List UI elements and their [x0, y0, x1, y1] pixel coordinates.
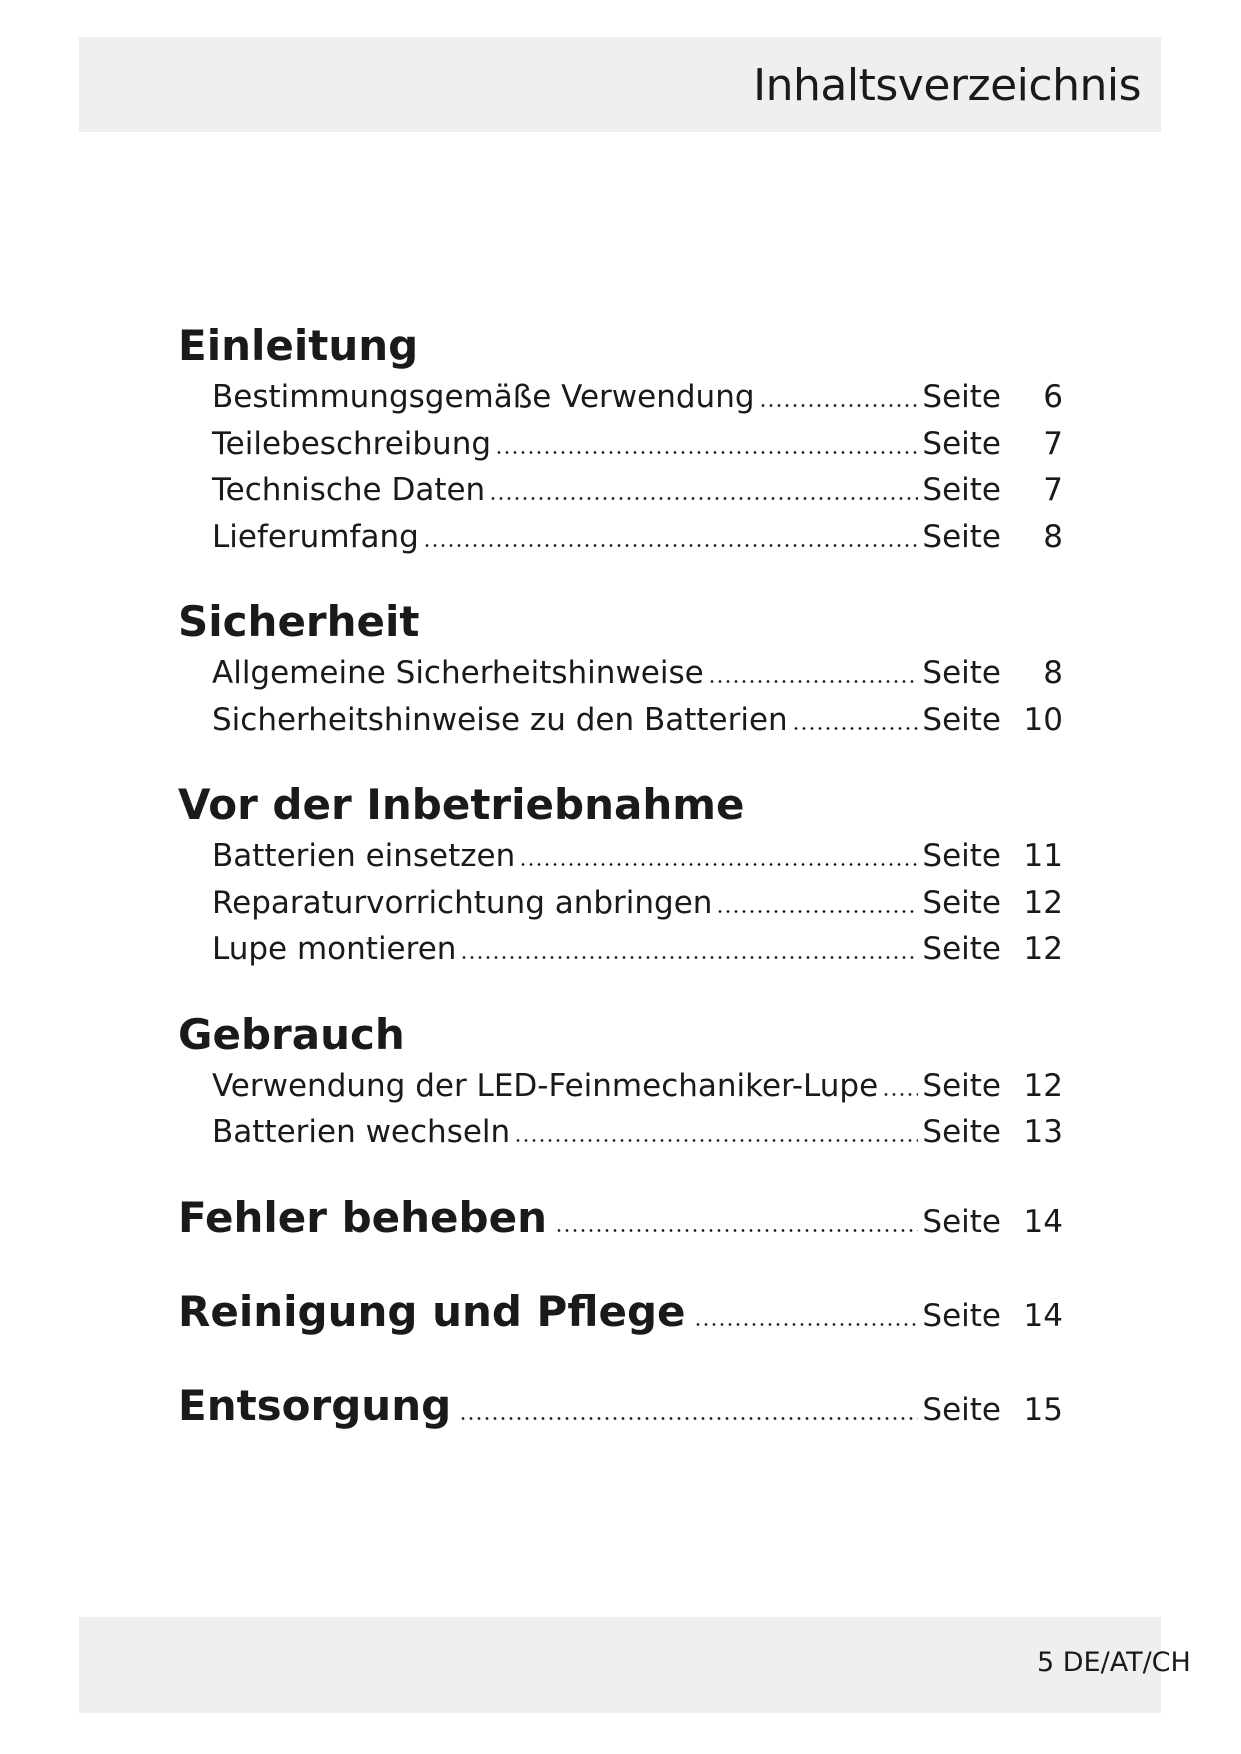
page-label: Seite — [922, 655, 1001, 691]
page-number: 14 — [1023, 1203, 1063, 1240]
entry-title: Technische Daten — [212, 472, 486, 508]
entry-title: Teilebeschreibung — [212, 425, 492, 462]
page-number: 14 — [1023, 1297, 1063, 1334]
dot-leader — [460, 956, 918, 959]
page-number: 8 — [1043, 518, 1063, 555]
dot-leader — [759, 404, 919, 407]
page-number: 10 — [1023, 701, 1063, 738]
page-title: Inhaltsverzeichnis — [753, 60, 1141, 111]
section-heading: Entsorgung — [178, 1380, 452, 1430]
page-number: 12 — [1023, 931, 1063, 967]
dot-leader — [882, 1093, 918, 1096]
page-label: Seite — [922, 1114, 1001, 1150]
page-number: 11 — [1023, 838, 1063, 874]
page-label: Seite — [922, 425, 1001, 462]
section-heading: Reinigung und Pflege — [178, 1286, 686, 1336]
toc-entry[interactable] — [212, 1063, 1063, 1110]
toc-entry[interactable] — [212, 1109, 1063, 1156]
toc-entry[interactable] — [212, 421, 1063, 468]
section-heading: Einleitung — [178, 321, 419, 370]
dot-leader — [489, 497, 918, 500]
page-label: Seite — [922, 518, 1001, 555]
dot-leader — [694, 1323, 919, 1326]
page-label: Seite — [922, 379, 1001, 415]
toc-section-einleitung — [178, 318, 1063, 560]
entry-title: Verwendung der LED-Feinmechaniker-Lupe — [212, 1067, 879, 1104]
toc-entry[interactable] — [212, 514, 1063, 561]
toc-entry[interactable] — [212, 926, 1063, 973]
toc-entry[interactable] — [212, 374, 1063, 421]
page-label: Seite — [922, 1391, 1001, 1428]
dot-leader — [792, 727, 919, 730]
section-heading: Vor der Inbetriebnahme — [178, 780, 745, 829]
dot-leader — [459, 1417, 918, 1420]
dot-leader — [555, 1229, 918, 1232]
page-number: 15 — [1023, 1391, 1063, 1428]
toc-entry[interactable] — [212, 880, 1063, 927]
page-label: Seite — [922, 838, 1001, 874]
page-number: 12 — [1023, 1067, 1063, 1104]
entry-title: Bestimmungsgemäße Verwendung — [212, 379, 755, 415]
dot-leader — [514, 1139, 918, 1142]
footer-page-label: 5 DE/AT/CH — [1037, 1647, 1191, 1678]
page-number: 12 — [1023, 884, 1063, 921]
toc-entry[interactable] — [212, 697, 1063, 744]
toc-entry-fehler-beheben[interactable] — [178, 1190, 1063, 1246]
page-number: 6 — [1043, 379, 1063, 415]
table-of-contents — [178, 318, 1063, 1472]
dot-leader — [423, 544, 919, 547]
toc-entry[interactable] — [212, 833, 1063, 880]
dot-leader — [708, 680, 919, 683]
page-number: 8 — [1043, 655, 1063, 691]
page-label: Seite — [922, 1067, 1001, 1104]
toc-section-sicherheit — [178, 594, 1063, 743]
entry-title: Sicherheitshinweise zu den Batterien — [212, 701, 788, 738]
toc-section-inbetriebnahme — [178, 777, 1063, 973]
entry-title: Lupe montieren — [212, 931, 457, 967]
dot-leader — [716, 910, 918, 913]
page-number: 7 — [1043, 472, 1063, 508]
footer-band — [79, 1617, 1191, 1713]
entry-title: Lieferumfang — [212, 518, 419, 555]
page-label: Seite — [922, 472, 1001, 508]
section-heading: Sicherheit — [178, 597, 420, 646]
toc-section-gebrauch — [178, 1007, 1063, 1156]
toc-entry-entsorgung[interactable] — [178, 1378, 1063, 1434]
entry-title: Batterien einsetzen — [212, 838, 516, 874]
page-number: 7 — [1043, 425, 1063, 462]
page-label: Seite — [922, 701, 1001, 738]
dot-leader — [495, 451, 918, 454]
entry-title: Batterien wechseln — [212, 1114, 511, 1150]
toc-entry[interactable] — [212, 650, 1063, 697]
entry-title: Allgemeine Sicherheitshinweise — [212, 655, 704, 691]
page-number: 13 — [1023, 1114, 1063, 1150]
section-heading: Fehler beheben — [178, 1192, 547, 1242]
toc-entry-reinigung[interactable] — [178, 1284, 1063, 1340]
toc-entry[interactable] — [212, 467, 1063, 514]
section-heading: Gebrauch — [178, 1009, 405, 1059]
page-label: Seite — [922, 931, 1001, 967]
entry-title: Reparaturvorrichtung anbringen — [212, 884, 713, 921]
page-label: Seite — [922, 1203, 1001, 1240]
page-label: Seite — [922, 884, 1001, 921]
dot-leader — [519, 863, 918, 866]
page-label: Seite — [922, 1297, 1001, 1334]
